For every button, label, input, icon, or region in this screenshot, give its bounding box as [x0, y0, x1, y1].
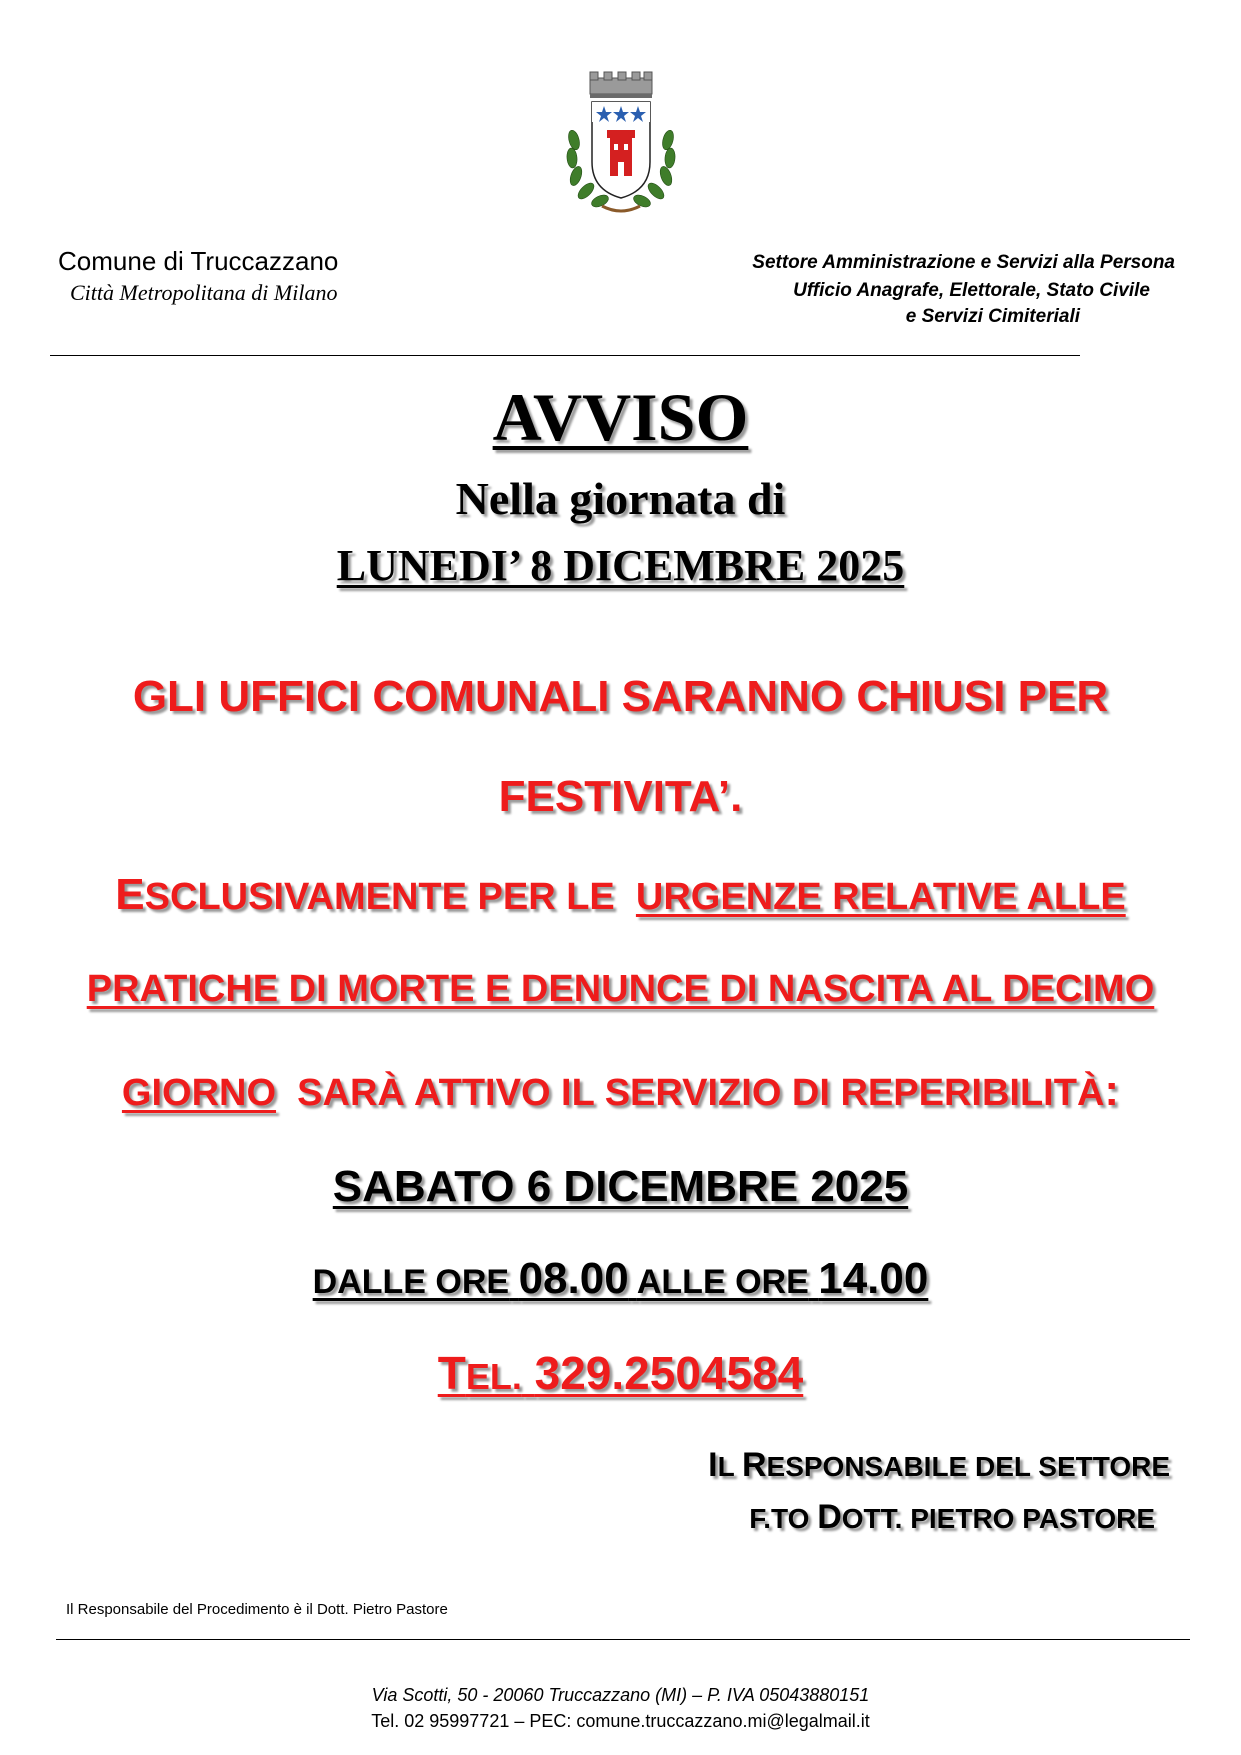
signature-name: F.TO DOTT. PIETRO PASTORE [749, 1498, 1155, 1536]
notice-subtitle: Nella giornata di [455, 473, 786, 524]
coat-of-arms-icon [560, 70, 682, 218]
notice-date: LUNEDI’ 8 DICEMBRE 2025 [336, 541, 905, 590]
urgency-line-2: PRATICHE DI MORTE E DENUNCE DI NASCITA AL DECIMO [86, 968, 1155, 1010]
urgency-line-1: ESCLUSIVAMENTE PER LE URGENZE RELATIVE ALLE [115, 870, 1126, 919]
footer-contacts: Tel. 02 95997721 – PEC: comune.truccazzano.mi@legalmail.it [371, 1711, 870, 1731]
urgency-line-3: GIORNO SARÀ ATTIVO IL SERVIZIO DI REPERIBILITÀ: [121, 1066, 1120, 1115]
procedure-note: Il Responsabile del Procedimento è il Dott. Pietro Pastore [66, 1601, 448, 1618]
municipality-name: Comune di Truccazzano [58, 246, 339, 276]
office-line-1: Ufficio Anagrafe, Elettorale, Stato Civile [793, 280, 1150, 301]
closure-line-1: GLI UFFICI COMUNALI SARANNO CHIUSI PER [132, 672, 1109, 721]
service-hours: DALLE ORE 08.00 ALLE ORE 14.00 [312, 1254, 929, 1303]
signature-title: IL RESPONSABILE DEL SETTORE [708, 1446, 1170, 1484]
metro-area: Città Metropolitana di Milano [70, 280, 338, 305]
phone-number: TEL. 329.2504584 [437, 1347, 804, 1399]
footer-address: Via Scotti, 50 - 20060 Truccazzano (MI) – P. IVA 05043880151 [371, 1685, 870, 1705]
notice-title: AVVISO [492, 379, 749, 455]
closure-line-2: FESTIVITA’. [498, 772, 743, 821]
office-line-2: e Servizi Cimiteriali [905, 306, 1080, 327]
service-date: SABATO 6 DICEMBRE 2025 [332, 1162, 909, 1211]
footer-divider [56, 1639, 1190, 1640]
header-divider [50, 355, 1080, 356]
sector-name: Settore Amministrazione e Servizi alla Persona [752, 252, 1175, 273]
